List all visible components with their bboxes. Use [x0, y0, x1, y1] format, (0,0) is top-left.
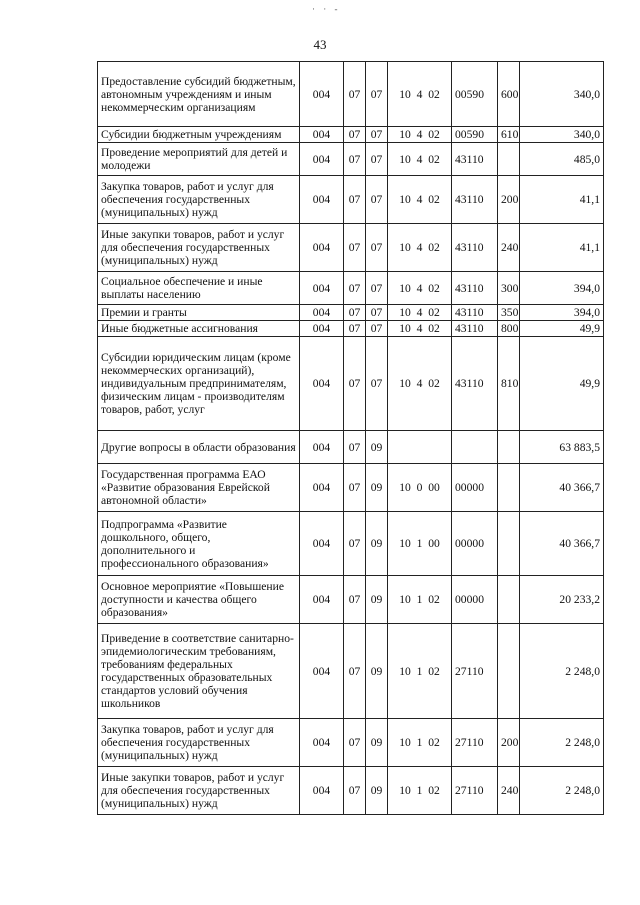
row-name: Подпрограмма «Развитие дошкольного, общего, дополнительного и профессионального образования»	[98, 512, 300, 576]
row-subsection-code: 09	[366, 767, 388, 815]
row-subsection-code: 07	[366, 176, 388, 224]
row-section-code: 07	[344, 224, 366, 272]
row-subsection-code: 07	[366, 305, 388, 321]
row-subsection-code: 09	[366, 624, 388, 719]
row-name: Государственная программа ЕАО «Развитие образования Еврейской автономной области»	[98, 464, 300, 512]
row-direction-code: 43110	[452, 272, 498, 305]
table-row	[98, 305, 604, 321]
scan-marks: · · -	[312, 4, 341, 14]
table-row	[98, 127, 604, 143]
row-section-code: 07	[344, 337, 366, 431]
row-direction-code: 00000	[452, 464, 498, 512]
row-program-code: 10 1 00	[388, 512, 452, 576]
row-name: Основное мероприятие «Повышение доступности и качества общего образования»	[98, 576, 300, 624]
row-direction-code: 00590	[452, 127, 498, 143]
row-sum: 20 233,2	[520, 576, 604, 624]
row-sum: 2 248,0	[520, 624, 604, 719]
row-sum: 340,0	[520, 62, 604, 127]
row-expense-type-code	[498, 464, 520, 512]
budget-table	[97, 61, 604, 815]
row-ved-code: 004	[300, 719, 344, 767]
row-program-code: 10 1 02	[388, 767, 452, 815]
table-row	[98, 719, 604, 767]
row-ved-code: 004	[300, 176, 344, 224]
row-section-code: 07	[344, 272, 366, 305]
row-expense-type-code: 300	[498, 272, 520, 305]
row-expense-type-code: 240	[498, 224, 520, 272]
row-subsection-code: 07	[366, 224, 388, 272]
row-name: Закупка товаров, работ и услуг для обеспечения государственных (муниципальных) нужд	[98, 176, 300, 224]
row-direction-code: 00000	[452, 512, 498, 576]
row-expense-type-code: 800	[498, 321, 520, 337]
row-ved-code: 004	[300, 337, 344, 431]
table-row	[98, 624, 604, 719]
row-subsection-code: 07	[366, 321, 388, 337]
row-expense-type-code	[498, 143, 520, 176]
row-program-code: 10 4 02	[388, 143, 452, 176]
row-section-code: 07	[344, 127, 366, 143]
row-section-code: 07	[344, 512, 366, 576]
row-expense-type-code: 610	[498, 127, 520, 143]
row-ved-code: 004	[300, 143, 344, 176]
row-subsection-code: 09	[366, 431, 388, 464]
row-name: Иные закупки товаров, работ и услуг для обеспечения государственных (муниципальных) нужд	[98, 224, 300, 272]
row-section-code: 07	[344, 576, 366, 624]
row-direction-code: 27110	[452, 624, 498, 719]
row-sum: 40 366,7	[520, 512, 604, 576]
row-expense-type-code: 200	[498, 176, 520, 224]
table-row	[98, 512, 604, 576]
row-sum: 2 248,0	[520, 767, 604, 815]
table-row	[98, 176, 604, 224]
row-direction-code: 43110	[452, 337, 498, 431]
row-direction-code	[452, 431, 498, 464]
row-program-code: 10 4 02	[388, 176, 452, 224]
row-ved-code: 004	[300, 431, 344, 464]
row-direction-code: 43110	[452, 224, 498, 272]
row-expense-type-code: 240	[498, 767, 520, 815]
row-program-code: 10 4 02	[388, 272, 452, 305]
row-sum: 40 366,7	[520, 464, 604, 512]
table-row	[98, 337, 604, 431]
row-name: Приведение в соответствие санитарно-эпидемиологическим требованиям, требованиям федеральных государственных образовательных стандартов условий обучения школьников	[98, 624, 300, 719]
row-ved-code: 004	[300, 576, 344, 624]
row-expense-type-code: 200	[498, 719, 520, 767]
row-subsection-code: 09	[366, 512, 388, 576]
row-expense-type-code	[498, 576, 520, 624]
row-section-code: 07	[344, 321, 366, 337]
table-row	[98, 576, 604, 624]
row-ved-code: 004	[300, 624, 344, 719]
row-name: Другие вопросы в области образования	[98, 431, 300, 464]
row-direction-code: 00590	[452, 62, 498, 127]
row-program-code: 10 1 02	[388, 576, 452, 624]
row-sum: 485,0	[520, 143, 604, 176]
row-direction-code: 00000	[452, 576, 498, 624]
row-program-code: 10 4 02	[388, 337, 452, 431]
table-row	[98, 143, 604, 176]
row-sum: 49,9	[520, 321, 604, 337]
row-subsection-code: 07	[366, 337, 388, 431]
row-program-code: 10 0 00	[388, 464, 452, 512]
row-ved-code: 004	[300, 272, 344, 305]
row-section-code: 07	[344, 62, 366, 127]
row-program-code: 10 4 02	[388, 224, 452, 272]
row-expense-type-code	[498, 431, 520, 464]
row-subsection-code: 07	[366, 62, 388, 127]
row-ved-code: 004	[300, 321, 344, 337]
row-program-code: 10 4 02	[388, 62, 452, 127]
row-section-code: 07	[344, 719, 366, 767]
row-subsection-code: 09	[366, 719, 388, 767]
row-expense-type-code	[498, 624, 520, 719]
row-subsection-code: 07	[366, 143, 388, 176]
row-sum: 63 883,5	[520, 431, 604, 464]
row-expense-type-code: 600	[498, 62, 520, 127]
row-sum: 340,0	[520, 127, 604, 143]
row-direction-code: 43110	[452, 176, 498, 224]
row-name: Закупка товаров, работ и услуг для обеспечения государственных (муниципальных) нужд	[98, 719, 300, 767]
table-row	[98, 62, 604, 127]
page-number: 43	[313, 37, 327, 52]
row-subsection-code: 09	[366, 464, 388, 512]
table-row	[98, 431, 604, 464]
row-section-code: 07	[344, 624, 366, 719]
row-sum: 394,0	[520, 305, 604, 321]
table-body	[98, 62, 604, 815]
row-ved-code: 004	[300, 512, 344, 576]
row-program-code: 10 4 02	[388, 321, 452, 337]
row-sum: 394,0	[520, 272, 604, 305]
row-section-code: 07	[344, 305, 366, 321]
row-sum: 41,1	[520, 224, 604, 272]
row-name: Социальное обеспечение и иные выплаты населению	[98, 272, 300, 305]
row-name: Субсидии бюджетным учреждениям	[98, 127, 300, 143]
row-program-code: 10 1 02	[388, 719, 452, 767]
table-row	[98, 272, 604, 305]
table-row	[98, 224, 604, 272]
row-section-code: 07	[344, 431, 366, 464]
row-section-code: 07	[344, 143, 366, 176]
row-section-code: 07	[344, 464, 366, 512]
row-direction-code: 43110	[452, 305, 498, 321]
table-row	[98, 464, 604, 512]
row-name: Проведение мероприятий для детей и молодежи	[98, 143, 300, 176]
row-direction-code: 43110	[452, 143, 498, 176]
row-ved-code: 004	[300, 305, 344, 321]
row-sum: 2 248,0	[520, 719, 604, 767]
row-section-code: 07	[344, 176, 366, 224]
row-program-code	[388, 431, 452, 464]
row-name: Иные бюджетные ассигнования	[98, 321, 300, 337]
row-ved-code: 004	[300, 62, 344, 127]
row-name: Премии и гранты	[98, 305, 300, 321]
row-expense-type-code	[498, 512, 520, 576]
row-ved-code: 004	[300, 464, 344, 512]
row-name: Предоставление субсидий бюджетным, автономным учреждениям и иным некоммерческим организациям	[98, 62, 300, 127]
row-subsection-code: 07	[366, 127, 388, 143]
row-program-code: 10 4 02	[388, 127, 452, 143]
row-direction-code: 27110	[452, 719, 498, 767]
row-expense-type-code: 810	[498, 337, 520, 431]
row-section-code: 07	[344, 767, 366, 815]
row-expense-type-code: 350	[498, 305, 520, 321]
row-sum: 41,1	[520, 176, 604, 224]
table-row	[98, 767, 604, 815]
row-program-code: 10 1 02	[388, 624, 452, 719]
row-direction-code: 27110	[452, 767, 498, 815]
row-subsection-code: 09	[366, 576, 388, 624]
row-sum: 49,9	[520, 337, 604, 431]
row-ved-code: 004	[300, 767, 344, 815]
row-name: Иные закупки товаров, работ и услуг для обеспечения государственных (муниципальных) нужд	[98, 767, 300, 815]
row-subsection-code: 07	[366, 272, 388, 305]
row-direction-code: 43110	[452, 321, 498, 337]
table-row	[98, 321, 604, 337]
row-ved-code: 004	[300, 224, 344, 272]
row-program-code: 10 4 02	[388, 305, 452, 321]
row-name: Субсидии юридическим лицам (кроме некоммерческих организаций), индивидуальным предпринимателям, физическим лицам - производителям товаров, работ, услуг	[98, 337, 300, 431]
row-ved-code: 004	[300, 127, 344, 143]
